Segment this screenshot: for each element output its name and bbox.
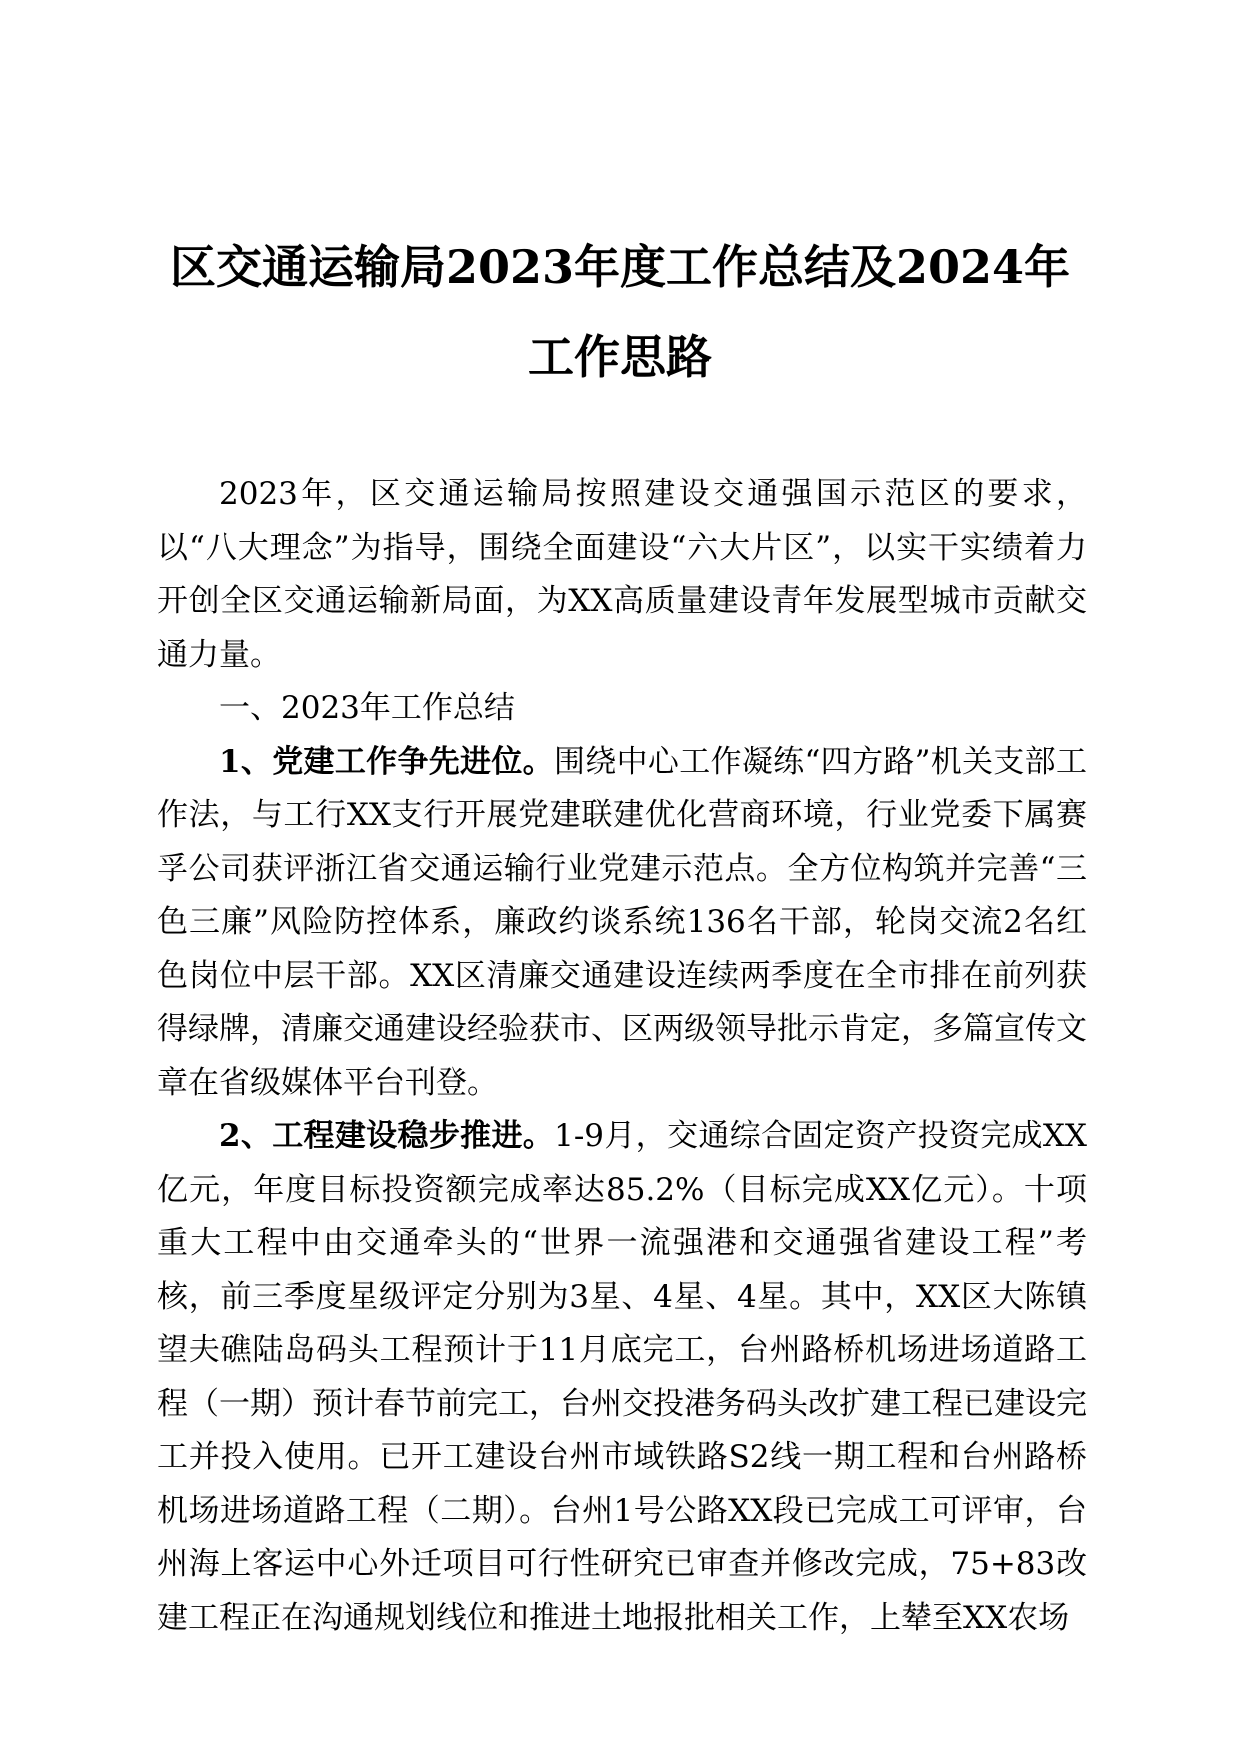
document-title: 区交通运输局2023年度工作总结及2024年工作思路 [169,240,1071,384]
item-text: 围绕中心工作凝练“四方路”机关支部工作法，与工行XX支行开展党建联建优化营商环境，行业党委下属赛孚公司获评浙江省交通运输行业党建示范点。全方位构筑并完善“三色三廉”风险防控体系，廉政约谈系统136名干部，轮岗交流2名红色岗位中层干部。XX区清廉交通建设连续两季度在全市排在前列获得绿牌，清廉交通建设经验获市、区两级领导批示肯定，多篇宣传文章在省级媒体平台刊登。 [157,743,1087,1101]
section-heading: 一、2023年工作总结 [219,690,515,726]
document-body [157,468,1087,1645]
item-paragraph [157,736,1087,1111]
intro-paragraph: 2023年，区交通运输局按照建设交通强国示范区的要求，以“八大理念”为指导，围绕全面建设“六大片区”，以实干实绩着力开创全区交通运输新局面，为XX高质量建设青年发展型城市贡献交通力量。 [157,476,1087,673]
item-text: 1-9月，交通综合固定资产投资完成XX亿元，年度目标投资额完成率达85.2%（目标完成XX亿元）。十项重大工程中由交通牵头的“世界一流强港和交通强省建设工程”考核，前三季度星级评定分别为3星、4星、4星。其中，XX区大陈镇望夫礁陆岛码头工程预计于11月底完工，台州路桥机场进场道路工程（一期）预计春节前完工，台州交投港务码头改扩建工程已建设完工并投入使用。已开工建设台州市域铁路S2线一期工程和台州路桥机场进场道路工程（二期）。台州1号公路XX段已完成工可评审，台州海上客运中心外迁项目可行性研究已审查并修改完成，75+83改建工程正在沟通规划线位和推进土地报批相关工作，上辇至XX农场 [157,1118,1087,1636]
item-lead: 1、党建工作争先进位。 [219,743,554,780]
item-lead: 2、工程建设稳步推进。 [219,1118,555,1154]
item-paragraph [157,1110,1087,1645]
